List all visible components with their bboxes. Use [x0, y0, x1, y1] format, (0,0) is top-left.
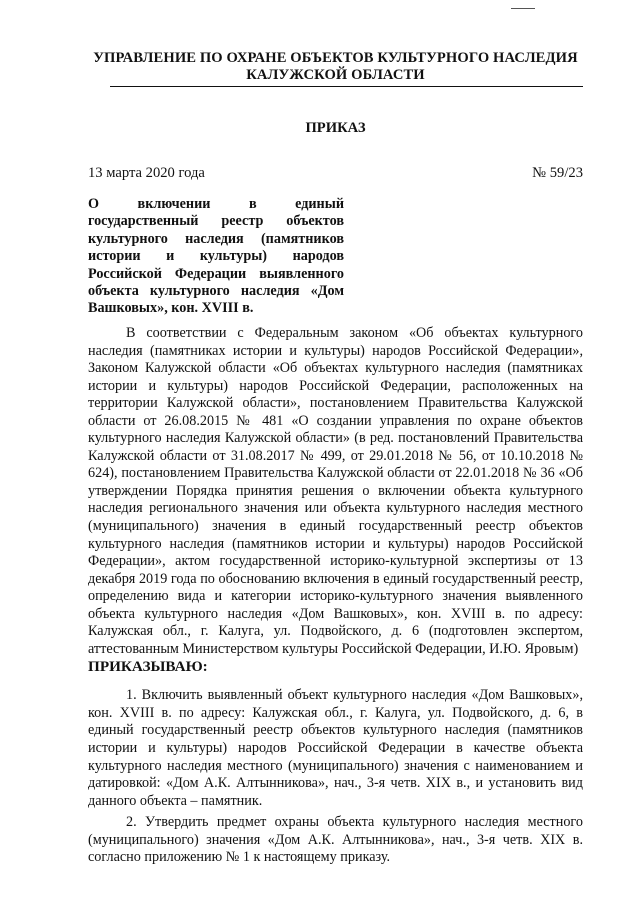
organization-name-line2: КАЛУЖСКОЙ ОБЛАСТИ	[246, 67, 425, 83]
document-date: 13 марта 2020 года	[88, 165, 205, 181]
document-title: ПРИКАЗ	[305, 120, 366, 136]
header-underline	[110, 86, 583, 87]
preamble-paragraph: В соответствии с Федеральным законом «Об объектах культурного наследия (памятниках истории и культуры) народов Российской Федерации», Законом Калужской области «Об объектах культурного наследия (памятниках истории и культуры) народов Российской Федерации, расположенных на территории Калужской области», постановлением Правительства Калужской области от 26.08.2015 № 481 «О создании управления по охране объектов культурного наследия Калужской области» (в ред. постановлений Правительства Калужской области от 31.08.2017 № 499, от 29.01.2018 № 56, от 10.10.2018 № 624), постановлением Правительства Калужской области от 22.01.2018 № 36 «Об утверждении Порядка принятия решения о включении объекта культурного наследия регионального значения или объекта культурного наследия местного (муниципального) значения в единый государственный реестр объектов культурного наследия (памятников истории и культуры) народов Российской Федерации», актом государственной историко-культурной экспертизы от 13 декабря 2019 года по обоснованию включения в единый государственный реестр, определению вида и категории историко-культурного значения выявленного объекта культурного наследия «Дом Вашковых», кон. XVIII в. по адресу: Калужская обл., г. Калуга, ул. Подвойского, д. 6 (подготовлен экспертом, аттестованным Министерством культуры Российской Федерации, И.Ю. Яровым)	[88, 325, 583, 657]
order-item-2: 2. Утвердить предмет охраны объекта культурного наследия местного (муниципального) значения «Дом А.К. Алтынникова», нач., 3-я четв. XIX в. согласно приложению № 1 к настоящему приказу.	[88, 814, 583, 866]
order-heading: ПРИКАЗЫВАЮ:	[88, 658, 208, 676]
document-subject: О включении в единый государственный реестр объектов культурного наследия (памятников истории и культуры) народов Российской Федерации выявленного объекта культурного наследия «Дом Вашковых», кон. XVIII в.	[88, 196, 344, 317]
scan-mark	[511, 8, 535, 9]
document-number: № 59/23	[532, 165, 583, 181]
organization-header	[88, 50, 583, 84]
order-item-1: 1. Включить выявленный объект культурного наследия «Дом Вашковых», кон. XVIII в. по адресу: Калужская обл., г. Калуга, ул. Подвойского, д. 6, в единый государственный реестр объектов культурного наследия (памятников истории и культуры) народов Российской Федерации в качестве объекта культурного наследия местного (муниципального) значения с наименованием и датировкой: «Дом А.К. Алтынникова», нач., 3-я четв. XIX в., и установить вид данного объекта – памятник.	[88, 687, 583, 809]
organization-name-line1: УПРАВЛЕНИЕ ПО ОХРАНЕ ОБЪЕКТОВ КУЛЬТУРНОГО НАСЛЕДИЯ	[93, 50, 578, 66]
document-body	[88, 325, 583, 871]
